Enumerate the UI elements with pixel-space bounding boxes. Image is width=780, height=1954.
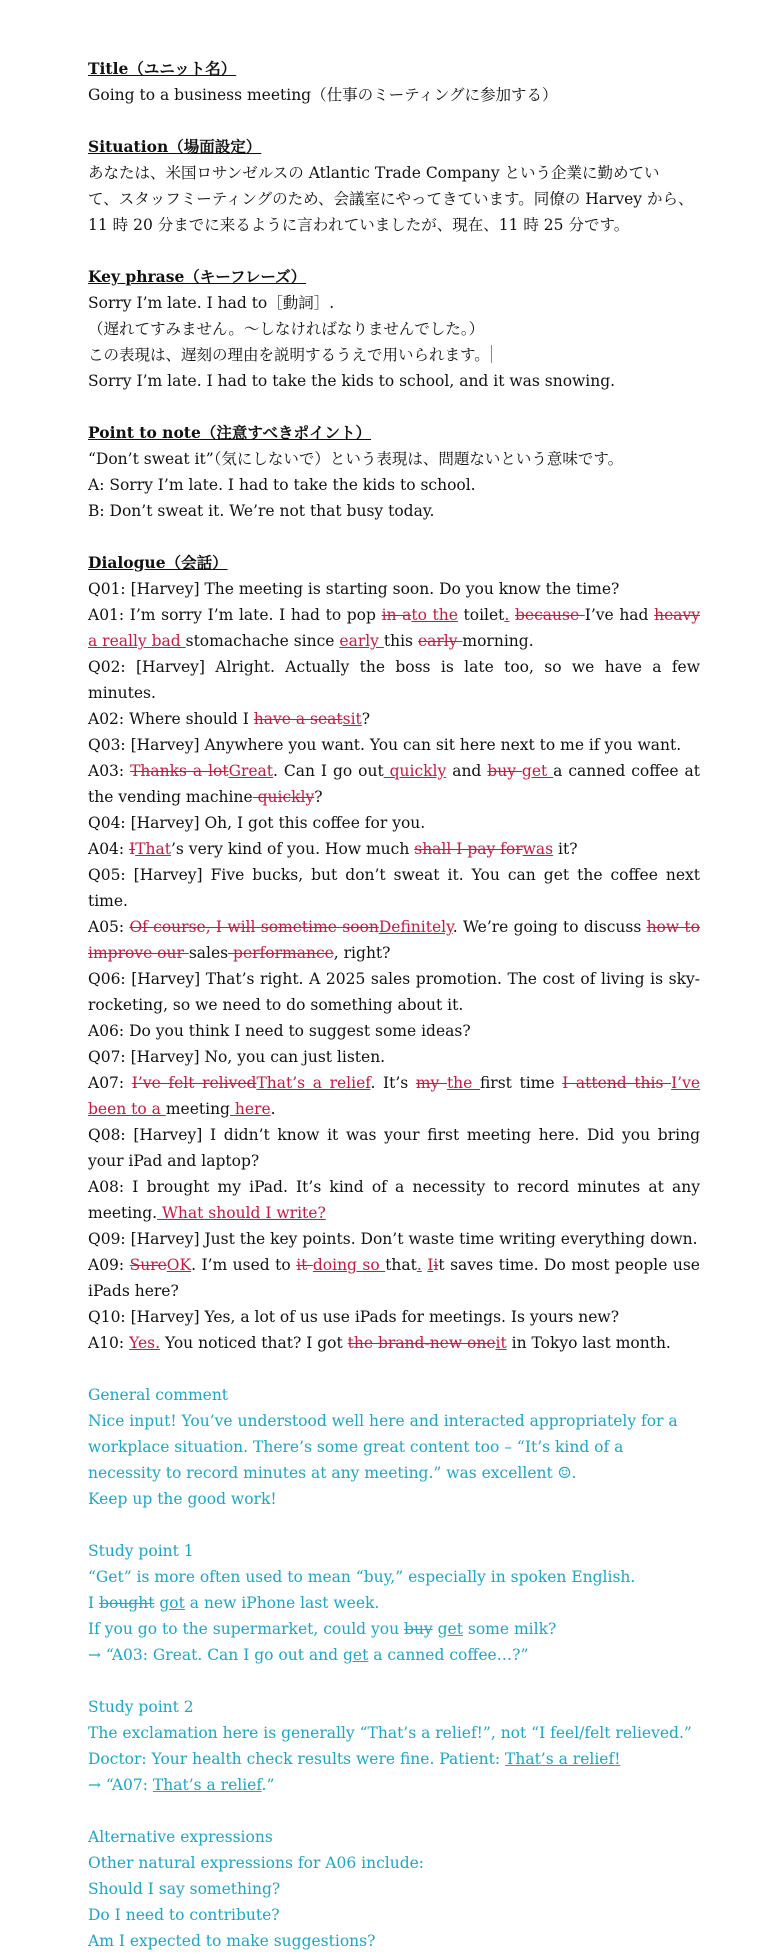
- line-text: some milk?: [462, 1620, 557, 1638]
- study-point-1-line: [88, 1616, 700, 1642]
- title-text: Going to a business meeting（仕事のミーティングに参加する）: [88, 86, 558, 104]
- inserted-text: here: [229, 1100, 271, 1118]
- inserted-text: a really bad: [88, 632, 186, 650]
- study-point-2-lines: [88, 1720, 700, 1798]
- inserted-text: Great: [228, 762, 274, 780]
- line-text: Q02: [Harvey] Alright. Actually the boss is late too, so we have a few minutes.: [88, 658, 700, 702]
- inserted-text: get: [521, 762, 554, 780]
- inserted-text: What should I write?: [157, 1204, 326, 1222]
- dialogue-section: [88, 550, 700, 1356]
- line-text: Q04: [Harvey] Oh, I got this coffee for you.: [88, 814, 426, 832]
- dialogue-line: [88, 576, 700, 602]
- line-text: toilet: [457, 606, 505, 624]
- line-text: . It’s: [370, 1074, 416, 1092]
- inserted-text: OK: [166, 1256, 192, 1274]
- inserted-text: Yes.: [129, 1334, 161, 1352]
- line-text: ?: [361, 710, 371, 728]
- line-text: meeting: [165, 1100, 230, 1118]
- line-text: A03:: [88, 762, 131, 780]
- key-phrase-line: （遅れてすみません。〜しなければなりませんでした。）: [88, 320, 485, 338]
- inserted-text: I’ve been to a: [88, 1074, 701, 1118]
- line-text: a canned coffee…?”: [368, 1646, 529, 1664]
- line-text: Q10: [Harvey] Yes, a lot of us use iPads for meetings. Is yours new?: [88, 1308, 620, 1326]
- alternative-expressions-section: [88, 1824, 700, 1954]
- line-text: sales: [188, 944, 229, 962]
- deleted-text: Of course, I will sometime soon: [129, 918, 379, 936]
- study-point-2-section: [88, 1694, 700, 1798]
- line-text: a canned coffee at the vending machine: [88, 762, 701, 806]
- deleted-text: I attend this: [562, 1074, 672, 1092]
- title-heading: Title（ユニット名）: [88, 59, 237, 78]
- key-phrase-section: [88, 264, 700, 394]
- line-text: A06: Do you think I need to suggest some ideas?: [88, 1022, 471, 1040]
- inserted-text: quickly: [383, 762, 447, 780]
- deleted-text: I: [129, 840, 136, 858]
- alternative-expression-line: Should I say something?: [88, 1880, 281, 1898]
- point-to-note-line: B: Don’t sweat it. We’re not that busy today.: [88, 502, 435, 520]
- inserted-text: was: [522, 840, 554, 858]
- inserted-text: get: [437, 1620, 463, 1638]
- inserted-text: Definitely: [378, 918, 453, 936]
- situation-heading: Situation（場面設定）: [88, 137, 262, 156]
- dialogue-line: [88, 1044, 700, 1070]
- inserted-text: doing so: [312, 1256, 386, 1274]
- dialogue-line: [88, 810, 700, 836]
- line-text: A04:: [88, 840, 130, 858]
- line-text: A10:: [88, 1334, 130, 1352]
- point-to-note-heading: Point to note（注意すべきポイント）: [88, 423, 372, 442]
- inserted-text: it: [495, 1334, 507, 1352]
- line-text: A09:: [88, 1256, 130, 1274]
- dialogue-line: [88, 602, 700, 654]
- key-phrase-example: Sorry I’m late. I had to take the kids to school, and it was snowing.: [88, 372, 616, 390]
- line-text: ?: [314, 788, 323, 806]
- line-text: I: [88, 1594, 100, 1612]
- inserted-text: get: [342, 1646, 369, 1664]
- dialogue-line: [88, 1252, 700, 1304]
- point-to-note-line: A: Sorry I’m late. I had to take the kids to school.: [88, 476, 476, 494]
- point-to-note-section: [88, 420, 700, 524]
- inserted-text: That’s a relief: [256, 1074, 371, 1092]
- line-text: .: [270, 1100, 276, 1118]
- line-text: Q05: [Harvey] Five bucks, but don’t sweat it. You can get the coffee next time.: [88, 866, 700, 910]
- deleted-text: in a: [381, 606, 412, 624]
- line-text: I’ve had: [584, 606, 655, 624]
- study-point-1-line: [88, 1590, 700, 1616]
- line-text: You noticed that? I got: [160, 1334, 348, 1352]
- line-text: Q06: [Harvey] That’s right. A 2025 sales promotion. The cost of living is sky-rocketing, so we need to do something about it.: [88, 970, 700, 1014]
- dialogue-line: [88, 966, 700, 1018]
- inserted-text: That’s a relief!: [505, 1750, 621, 1768]
- dialogue-line: [88, 1226, 700, 1252]
- title-section: [88, 56, 700, 108]
- dialogue-lines: [88, 576, 700, 1356]
- study-point-2-line: [88, 1720, 700, 1746]
- dialogue-line: [88, 1330, 700, 1356]
- dialogue-line: [88, 836, 700, 862]
- inserted-text: to the: [411, 606, 458, 624]
- inserted-text: I: [427, 1256, 434, 1274]
- general-comment-heading: General comment: [88, 1386, 229, 1404]
- line-text: in Tokyo last month.: [506, 1334, 671, 1352]
- study-point-2-heading: Study point 2: [88, 1698, 194, 1716]
- situation-line: 11 時 20 分までに来るように言われていましたが、現在、11 時 25 分です。: [88, 216, 630, 234]
- line-text: A08: I brought my iPad. It’s kind of a necessity to record minutes at any meeting.: [88, 1178, 700, 1222]
- situation-line: て、スタッフミーティングのため、会議室にやってきています。同僚の Harvey から、: [88, 190, 694, 208]
- deleted-text: Sure: [129, 1256, 167, 1274]
- inserted-text: That: [135, 840, 171, 858]
- deleted-text: how to improve our: [88, 918, 700, 962]
- line-text: and: [446, 762, 488, 780]
- line-text: If you go to the supermarket, could you: [88, 1620, 405, 1638]
- dialogue-line: [88, 914, 700, 966]
- deleted-text: shall I pay for: [414, 840, 523, 858]
- deleted-text: I’ve felt relived: [131, 1074, 257, 1092]
- dialogue-line: [88, 654, 700, 706]
- line-text: a new iPhone last week.: [184, 1594, 380, 1612]
- study-point-2-line: [88, 1772, 700, 1798]
- key-phrase-line: [88, 342, 700, 368]
- key-phrase-line: Sorry I’m late. I had to［動詞］.: [88, 294, 335, 312]
- line-text: “Get” is more often used to mean “buy,” especially in spoken English.: [88, 1568, 636, 1586]
- dialogue-line: [88, 1304, 700, 1330]
- dialogue-heading: Dialogue（会話）: [88, 553, 228, 572]
- deleted-text: the brand-new one: [347, 1334, 496, 1352]
- line-text: morning.: [462, 632, 534, 650]
- general-comment-line: Nice input! You’ve understood well here and interacted appropriately for a: [88, 1412, 678, 1430]
- line-text: , right?: [333, 944, 391, 962]
- line-text: A02: Where should I: [88, 710, 254, 728]
- study-point-2-line: [88, 1746, 700, 1772]
- deleted-text: Thanks a lot: [130, 762, 229, 780]
- line-text: it?: [553, 840, 578, 858]
- deleted-text: early: [417, 632, 463, 650]
- line-text: Q08: [Harvey] I didn’t know it was your first meeting here. Did you bring your iPad and laptop?: [88, 1126, 700, 1170]
- line-text: . Can I go out: [273, 762, 384, 780]
- study-point-1-heading: Study point 1: [88, 1542, 194, 1560]
- line-text: . I’m used to: [191, 1256, 297, 1274]
- line-text: Q09: [Harvey] Just the key points. Don’t waste time writing everything down.: [88, 1230, 698, 1248]
- line-text: → “A03: Great. Can I go out and: [88, 1646, 343, 1664]
- alternative-expression-line: Am I expected to make suggestions?: [88, 1932, 376, 1950]
- line-text: Q07: [Harvey] No, you can just listen.: [88, 1048, 386, 1066]
- dialogue-line: [88, 758, 700, 810]
- point-to-note-line: “Don’t sweat it”（気にしないで）という表現は、問題ないという意味です。: [88, 450, 624, 468]
- deleted-text: buy: [404, 1620, 433, 1638]
- line-text: A01: I’m sorry I’m late. I had to pop: [88, 606, 382, 624]
- study-point-1-line: [88, 1564, 700, 1590]
- deleted-text: bought: [99, 1594, 155, 1612]
- deleted-text: heavy: [654, 606, 701, 624]
- dialogue-line: [88, 706, 700, 732]
- situation-section: [88, 134, 700, 238]
- deleted-text: buy: [487, 762, 522, 780]
- dialogue-line: [88, 862, 700, 914]
- study-point-1-section: [88, 1538, 700, 1668]
- dialogue-line: [88, 1070, 700, 1122]
- alternative-expressions-heading: Alternative expressions: [88, 1828, 273, 1846]
- general-comment-line: necessity to record minutes at any meeting.” was excellent ☺.: [88, 1464, 577, 1482]
- line-text: .”: [261, 1776, 275, 1794]
- inserted-text: got: [159, 1594, 185, 1612]
- key-phrase-heading: Key phrase（キーフレーズ）: [88, 267, 307, 286]
- dialogue-line: [88, 732, 700, 758]
- inserted-text: That’s a relief: [152, 1776, 262, 1794]
- alternative-expression-line: Do I need to contribute?: [88, 1906, 280, 1924]
- text-cursor: [491, 345, 492, 363]
- deleted-text: my: [415, 1074, 447, 1092]
- general-comment-section: [88, 1382, 700, 1512]
- line-text: Q03: [Harvey] Anywhere you want. You can sit here next to me if you want.: [88, 736, 682, 754]
- situation-line: あなたは、米国ロサンゼルスの Atlantic Trade Company という企業に勤めてい: [88, 164, 660, 182]
- dialogue-line: [88, 1174, 700, 1226]
- inserted-text: .: [504, 606, 510, 624]
- inserted-text: early: [339, 632, 384, 650]
- dialogue-line: [88, 1122, 700, 1174]
- line-text: Doctor: Your health check results were fine. Patient:: [88, 1750, 506, 1768]
- deleted-text: quickly: [252, 788, 315, 806]
- alternative-expression-line: Other natural expressions for A06 include:: [88, 1854, 425, 1872]
- line-text: Q01: [Harvey] The meeting is starting soon. Do you know the time?: [88, 580, 620, 598]
- general-comment-line: workplace situation. There’s some great content too – “It’s kind of a: [88, 1438, 624, 1456]
- line-text: first time: [479, 1074, 563, 1092]
- study-point-1-line: [88, 1642, 700, 1668]
- deleted-text: i: [433, 1256, 439, 1274]
- line-text: A05:: [88, 918, 130, 936]
- inserted-text: sit: [342, 710, 362, 728]
- deleted-text: because: [514, 606, 585, 624]
- line-text: . We’re going to discuss: [452, 918, 647, 936]
- line-text: that: [385, 1256, 417, 1274]
- deleted-text: have a seat: [253, 710, 343, 728]
- deleted-text: it: [296, 1256, 313, 1274]
- dialogue-line: [88, 1018, 700, 1044]
- general-comment-line: Keep up the good work!: [88, 1490, 277, 1508]
- deleted-text: performance: [228, 944, 334, 962]
- line-text: ’s very kind of you. How much: [171, 840, 415, 858]
- line-text: → “A07:: [88, 1776, 153, 1794]
- line-text: The exclamation here is generally “That’s a relief!”, not “I feel/felt relieved.”: [88, 1724, 692, 1742]
- line-text: A07:: [88, 1074, 132, 1092]
- line-text: stomachache since: [185, 632, 340, 650]
- study-point-1-lines: [88, 1564, 700, 1668]
- line-text: t saves time. Do most people use iPads here?: [88, 1256, 700, 1300]
- inserted-text: .: [416, 1256, 422, 1274]
- inserted-text: the: [446, 1074, 480, 1092]
- lesson-document: [88, 56, 700, 1954]
- line-text: this: [383, 632, 418, 650]
- key-phrase-usage: この表現は、遅刻の理由を説明するうえで用いられます。: [88, 346, 490, 364]
